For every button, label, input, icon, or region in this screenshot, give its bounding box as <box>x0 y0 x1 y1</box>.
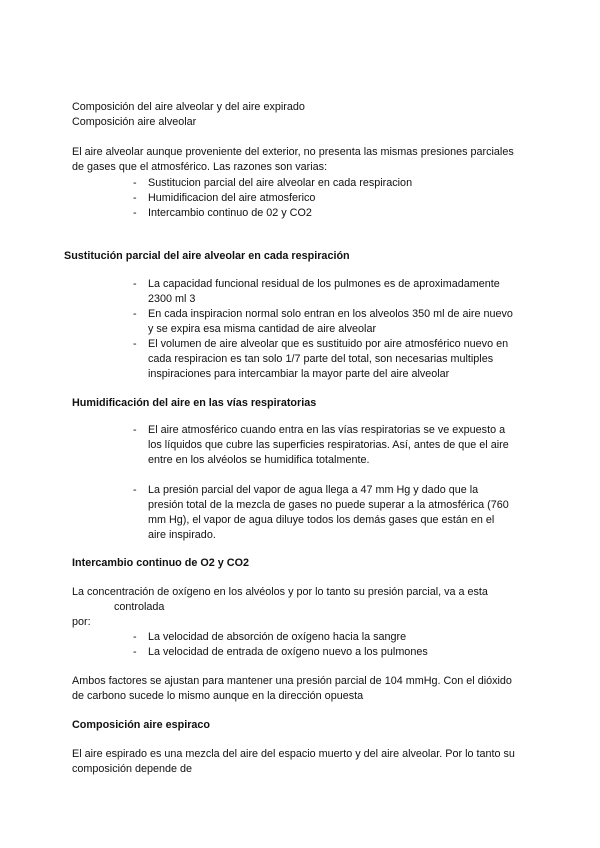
s2-bullet-2-line-1: La presión parcial del vapor de agua llega a 47 mm Hg y dado que la <box>148 484 479 496</box>
s4-line-2: composición depende de <box>72 763 193 775</box>
s1-bullet-3-line-1: El volumen de aire alveolar que es sustituido por aire atmosférico nuevo en <box>148 338 509 350</box>
s3-line-3: por: <box>72 616 91 628</box>
bullet-marker: - <box>133 177 137 189</box>
bullet-marker: - <box>133 631 137 643</box>
bullet-marker: - <box>133 338 137 350</box>
section-heading-sustitucion: Sustitución parcial del aire alveolar en cada respiración <box>64 250 350 262</box>
s2-bullet-1-line-2: los líquidos que cubre las superficies respiratorias. Así, antes de que el aire <box>148 439 509 451</box>
intro-bullet-2: Humidificacion del aire atmosferico <box>148 192 316 204</box>
s1-bullet-3-line-3: inspiraciones para intercambiar la mayor parte del aire alveolar <box>148 368 450 380</box>
s2-bullet-1-line-3: entre en los alvéolos se humidifica totalmente. <box>148 454 370 466</box>
bullet-marker: - <box>133 646 137 658</box>
s1-bullet-3-line-2: cada respiracion es tan solo 1/7 parte del total, son necesarias multiples <box>148 353 494 365</box>
bullet-marker: - <box>133 308 137 320</box>
intro-line-2: de gases que el atmosférico. Las razones son varias: <box>72 161 328 173</box>
s2-bullet-1-line-1: El aire atmosférico cuando entra en las vías respiratorias se ve expuesto a <box>148 424 506 436</box>
s1-bullet-2-line-2: y se expira esa misma cantidad de aire alveolar <box>148 323 377 335</box>
section-heading-intercambio: Intercambio continuo de O2 y CO2 <box>72 557 249 569</box>
section-heading-composicion-espirado: Composición aire espiraco <box>72 719 211 731</box>
bullet-marker: - <box>133 207 137 219</box>
s3-bullet-2: La velocidad de entrada de oxígeno nuevo a los pulmones <box>148 646 428 658</box>
s3-closing-1: Ambos factores se ajustan para mantener una presión parcial de 104 mmHg. Con el dióxido <box>72 675 512 687</box>
s2-bullet-2-line-2: presión total de la mezcla de gases no puede superar a la atmosférica (760 <box>148 499 509 511</box>
s3-closing-2: de carbono sucede lo mismo aunque en la dirección opuesta <box>72 690 364 702</box>
s3-line-2: controlada <box>114 601 165 613</box>
intro-bullet-3: Intercambio continuo de 02 y CO2 <box>148 207 312 219</box>
doc-title: Composición del aire alveolar y del aire expirado <box>72 101 305 113</box>
s2-bullet-2-line-4: aire inspirado. <box>148 529 216 541</box>
intro-line-1: El aire alveolar aunque proveniente del exterior, no presenta las mismas presiones parciales <box>72 146 514 158</box>
doc-subtitle: Composición aire alveolar <box>72 116 197 128</box>
s1-bullet-1-line-1: La capacidad funcional residual de los pulmones es de aproximadamente <box>148 278 500 290</box>
bullet-marker: - <box>133 192 137 204</box>
s1-bullet-1-line-2: 2300 ml 3 <box>148 293 196 305</box>
bullet-marker: - <box>133 424 137 436</box>
bullet-marker: - <box>133 484 137 496</box>
s3-line-1: La concentración de oxígeno en los alvéolos y por lo tanto su presión parcial, va a esta <box>72 586 488 598</box>
s1-bullet-2-line-1: En cada inspiracion normal solo entran en los alveolos 350 ml de aire nuevo <box>148 308 513 320</box>
bullet-marker: - <box>133 278 137 290</box>
s4-line-1: El aire espirado es una mezcla del aire del espacio muerto y del aire alveolar. Por lo tanto su <box>72 748 515 760</box>
s2-bullet-2-line-3: mm Hg), el vapor de agua diluye todos los demás gases que están en el <box>148 514 495 526</box>
intro-bullet-1: Sustitucion parcial del aire alveolar en cada respiracion <box>148 177 413 189</box>
section-heading-humidificacion: Humidificación del aire en las vías respiratorias <box>72 397 317 409</box>
s3-bullet-1: La velocidad de absorción de oxígeno hacia la sangre <box>148 631 407 643</box>
